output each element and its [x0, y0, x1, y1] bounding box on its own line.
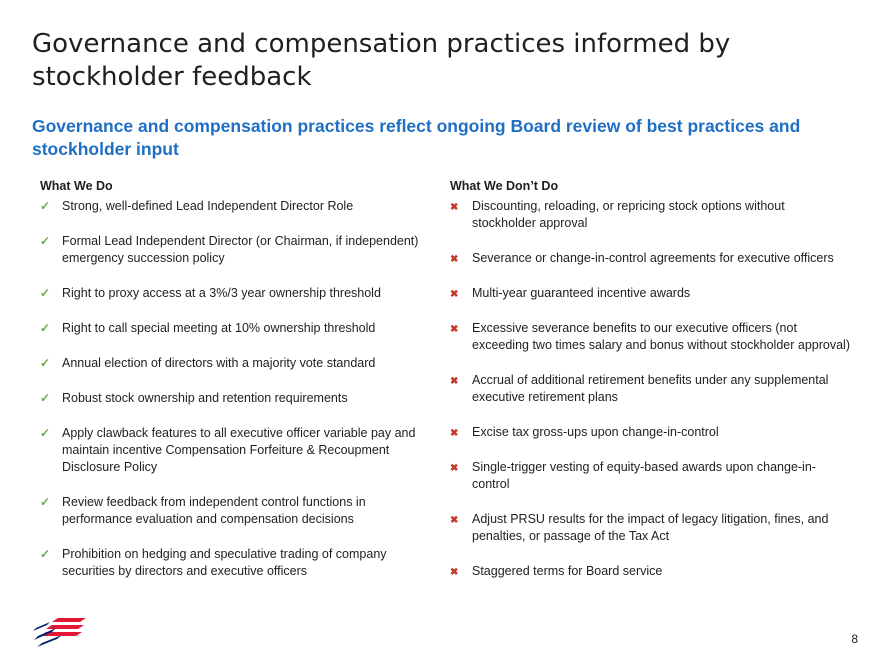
list-item-text: Staggered terms for Board service — [472, 564, 663, 578]
list-item-text: Right to proxy access at a 3%/3 year ownership threshold — [62, 286, 381, 300]
check-icon: ✓ — [40, 321, 51, 335]
list-item — [450, 424, 850, 441]
list-item — [450, 372, 850, 406]
list-item — [450, 459, 850, 493]
list-item-text: Review feedback from independent control functions in performance evaluation and compensation decisions — [62, 495, 366, 526]
cross-icon: ✖ — [450, 202, 459, 213]
list-item — [40, 285, 430, 302]
list-item-text: Annual election of directors with a majority vote standard — [62, 356, 376, 370]
cross-icon: ✖ — [450, 376, 459, 387]
list-item — [40, 198, 430, 215]
list-item — [450, 511, 850, 545]
page-number: 8 — [851, 632, 858, 646]
list-item — [450, 563, 850, 580]
check-icon: ✓ — [40, 391, 51, 405]
check-icon: ✓ — [40, 495, 51, 509]
slide-subtitle: Governance and compensation practices reflect ongoing Board review of best practices and stockholder input — [32, 116, 801, 159]
check-icon: ✓ — [40, 286, 51, 300]
list-item-text: Accrual of additional retirement benefits under any supplemental executive retirement plans — [472, 373, 829, 404]
list-item-text: Formal Lead Independent Director (or Chairman, if independent) emergency succession policy — [62, 234, 419, 265]
cross-icon: ✖ — [450, 324, 459, 335]
list-item-text: Robust stock ownership and retention requirements — [62, 391, 348, 405]
check-icon: ✓ — [40, 234, 51, 248]
check-icon: ✓ — [40, 547, 51, 561]
list-item-text: Severance or change-in-control agreements for executive officers — [472, 251, 834, 265]
list-item-text: Excise tax gross-ups upon change-in-control — [472, 425, 719, 439]
list-item — [40, 425, 430, 476]
what-we-dont-do-heading: What We Don’t Do — [450, 179, 559, 193]
cross-icon: ✖ — [450, 254, 459, 265]
what-we-do-column — [40, 178, 430, 598]
list-item-text: Right to call special meeting at 10% ownership threshold — [62, 321, 376, 335]
list-item-text: Apply clawback features to all executive officer variable pay and maintain incentive Compensation Forfeiture & Recoupment Disclosure Policy — [62, 426, 416, 474]
slide-title: Governance and compensation practices informed by stockholder feedback — [32, 29, 731, 92]
list-item-text: Single-trigger vesting of equity-based awards upon change-in-control — [472, 460, 816, 491]
list-item-text: Multi-year guaranteed incentive awards — [472, 286, 691, 300]
list-item — [40, 546, 430, 580]
list-item-text: Strong, well-defined Lead Independent Director Role — [62, 199, 354, 213]
list-item — [450, 285, 850, 302]
flag-logo-icon — [30, 616, 90, 650]
list-item — [40, 320, 430, 337]
cross-icon: ✖ — [450, 567, 459, 578]
list-item-text: Excessive severance benefits to our executive officers (not exceeding two times salary and bonus without stockholder approval) — [472, 321, 850, 352]
what-we-dont-do-list — [450, 198, 850, 580]
list-item — [450, 250, 850, 267]
what-we-do-list — [40, 198, 430, 580]
check-icon: ✓ — [40, 356, 51, 370]
list-item — [450, 198, 850, 232]
list-item-text: Adjust PRSU results for the impact of legacy litigation, fines, and penalties, or passage of the Tax Act — [472, 512, 829, 543]
what-we-dont-do-column — [450, 178, 850, 598]
cross-icon: ✖ — [450, 515, 459, 526]
cross-icon: ✖ — [450, 289, 459, 300]
list-item — [40, 233, 430, 267]
list-item — [450, 320, 850, 354]
list-item — [40, 355, 430, 372]
list-item — [40, 390, 430, 407]
list-item-text: Prohibition on hedging and speculative trading of company securities by directors and executive officers — [62, 547, 387, 578]
list-item-text: Discounting, reloading, or repricing stock options without stockholder approval — [472, 199, 785, 230]
list-item — [40, 494, 430, 528]
check-icon: ✓ — [40, 199, 51, 213]
check-icon: ✓ — [40, 426, 51, 440]
what-we-do-heading: What We Do — [40, 179, 113, 193]
cross-icon: ✖ — [450, 428, 459, 439]
cross-icon: ✖ — [450, 463, 459, 474]
